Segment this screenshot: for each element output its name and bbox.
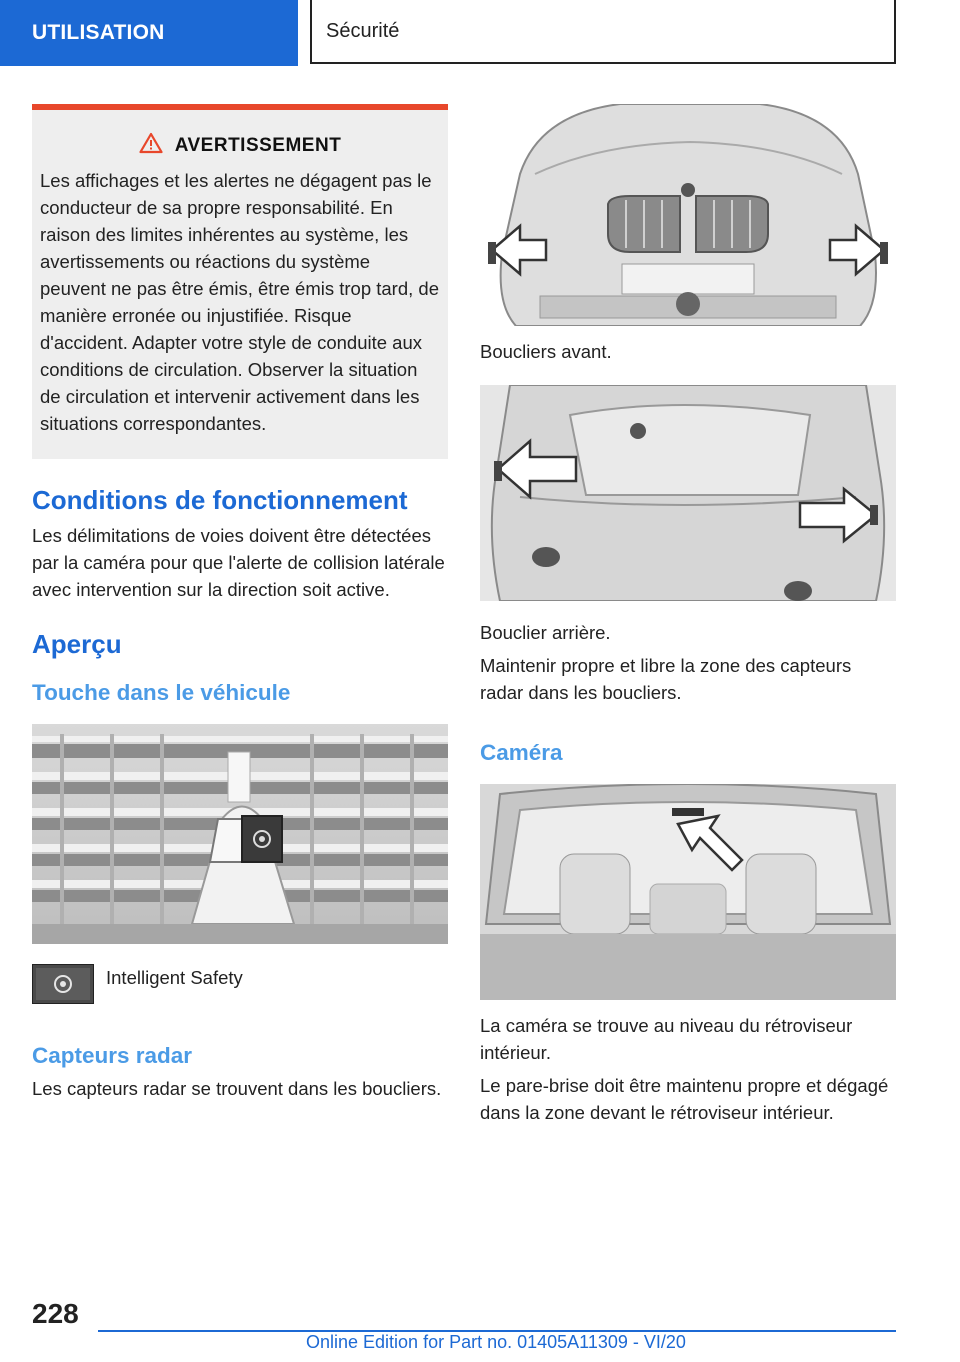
chapter-title: Sécurité [326, 19, 400, 42]
front-bumper-caption: Boucliers avant. [480, 341, 612, 362]
intelligent-safety-button-icon [32, 964, 94, 1009]
rear-bumper-figure [480, 385, 896, 601]
page-number: 228 [32, 1298, 79, 1329]
camera-text-windshield: Le pare-brise doit être maintenu propre et dégagé dans la zone devant le rétroviseur intérieur. [480, 1075, 889, 1123]
camera-figure [480, 784, 896, 1000]
left-column [32, 104, 448, 1102]
touche-heading: Touche dans le véhicule [32, 680, 291, 705]
grille-button-figure [32, 724, 448, 944]
apercu-heading: Aperçu [32, 629, 122, 659]
radar-text: Les capteurs radar se trouvent dans les boucliers. [32, 1078, 442, 1099]
header-chapter [310, 0, 896, 64]
footer-edition: Online Edition for Part no. 01405A11309 - VI/20 [306, 1332, 686, 1352]
rear-bumper-caption: Bouclier arrière. [480, 622, 611, 643]
section-title: UTILISATION [32, 21, 165, 44]
intelligent-safety-label: Intelligent Safety [106, 967, 243, 988]
conditions-text: Les délimitations de voies doivent être détectées par la caméra pour que l'alerte de collision latérale avec intervention sur la direction soit active. [32, 525, 445, 600]
camera-heading: Caméra [480, 740, 563, 765]
warning-text: Les affichages et les alertes ne dégagent pas le conducteur de sa propre responsabilité. En raison des limites inhérentes au système, les avertissements ou réactions du système peuvent ne pas être émis, être émis trop tard, de manière erronée ou injustifiée. Risque d'accident. Adapter votre style de conduite aux conditions de circulation. Observer la situation de circulation et intervenir activement dans les situations correspondantes. [40, 170, 439, 434]
warning-title: AVERTISSEMENT [174, 134, 342, 156]
header-section [0, 0, 298, 66]
warning-box [32, 104, 448, 459]
camera-text-location: La caméra se trouve au niveau du rétroviseur intérieur. [480, 1015, 853, 1063]
radar-clean-text: Maintenir propre et libre la zone des capteurs radar dans les boucliers. [480, 655, 852, 703]
conditions-heading: Conditions de fonctionnement [32, 485, 408, 515]
warning-icon [139, 132, 163, 159]
front-bumper-figure [480, 104, 896, 326]
radar-heading: Capteurs radar [32, 1043, 193, 1068]
right-column [480, 104, 896, 1126]
